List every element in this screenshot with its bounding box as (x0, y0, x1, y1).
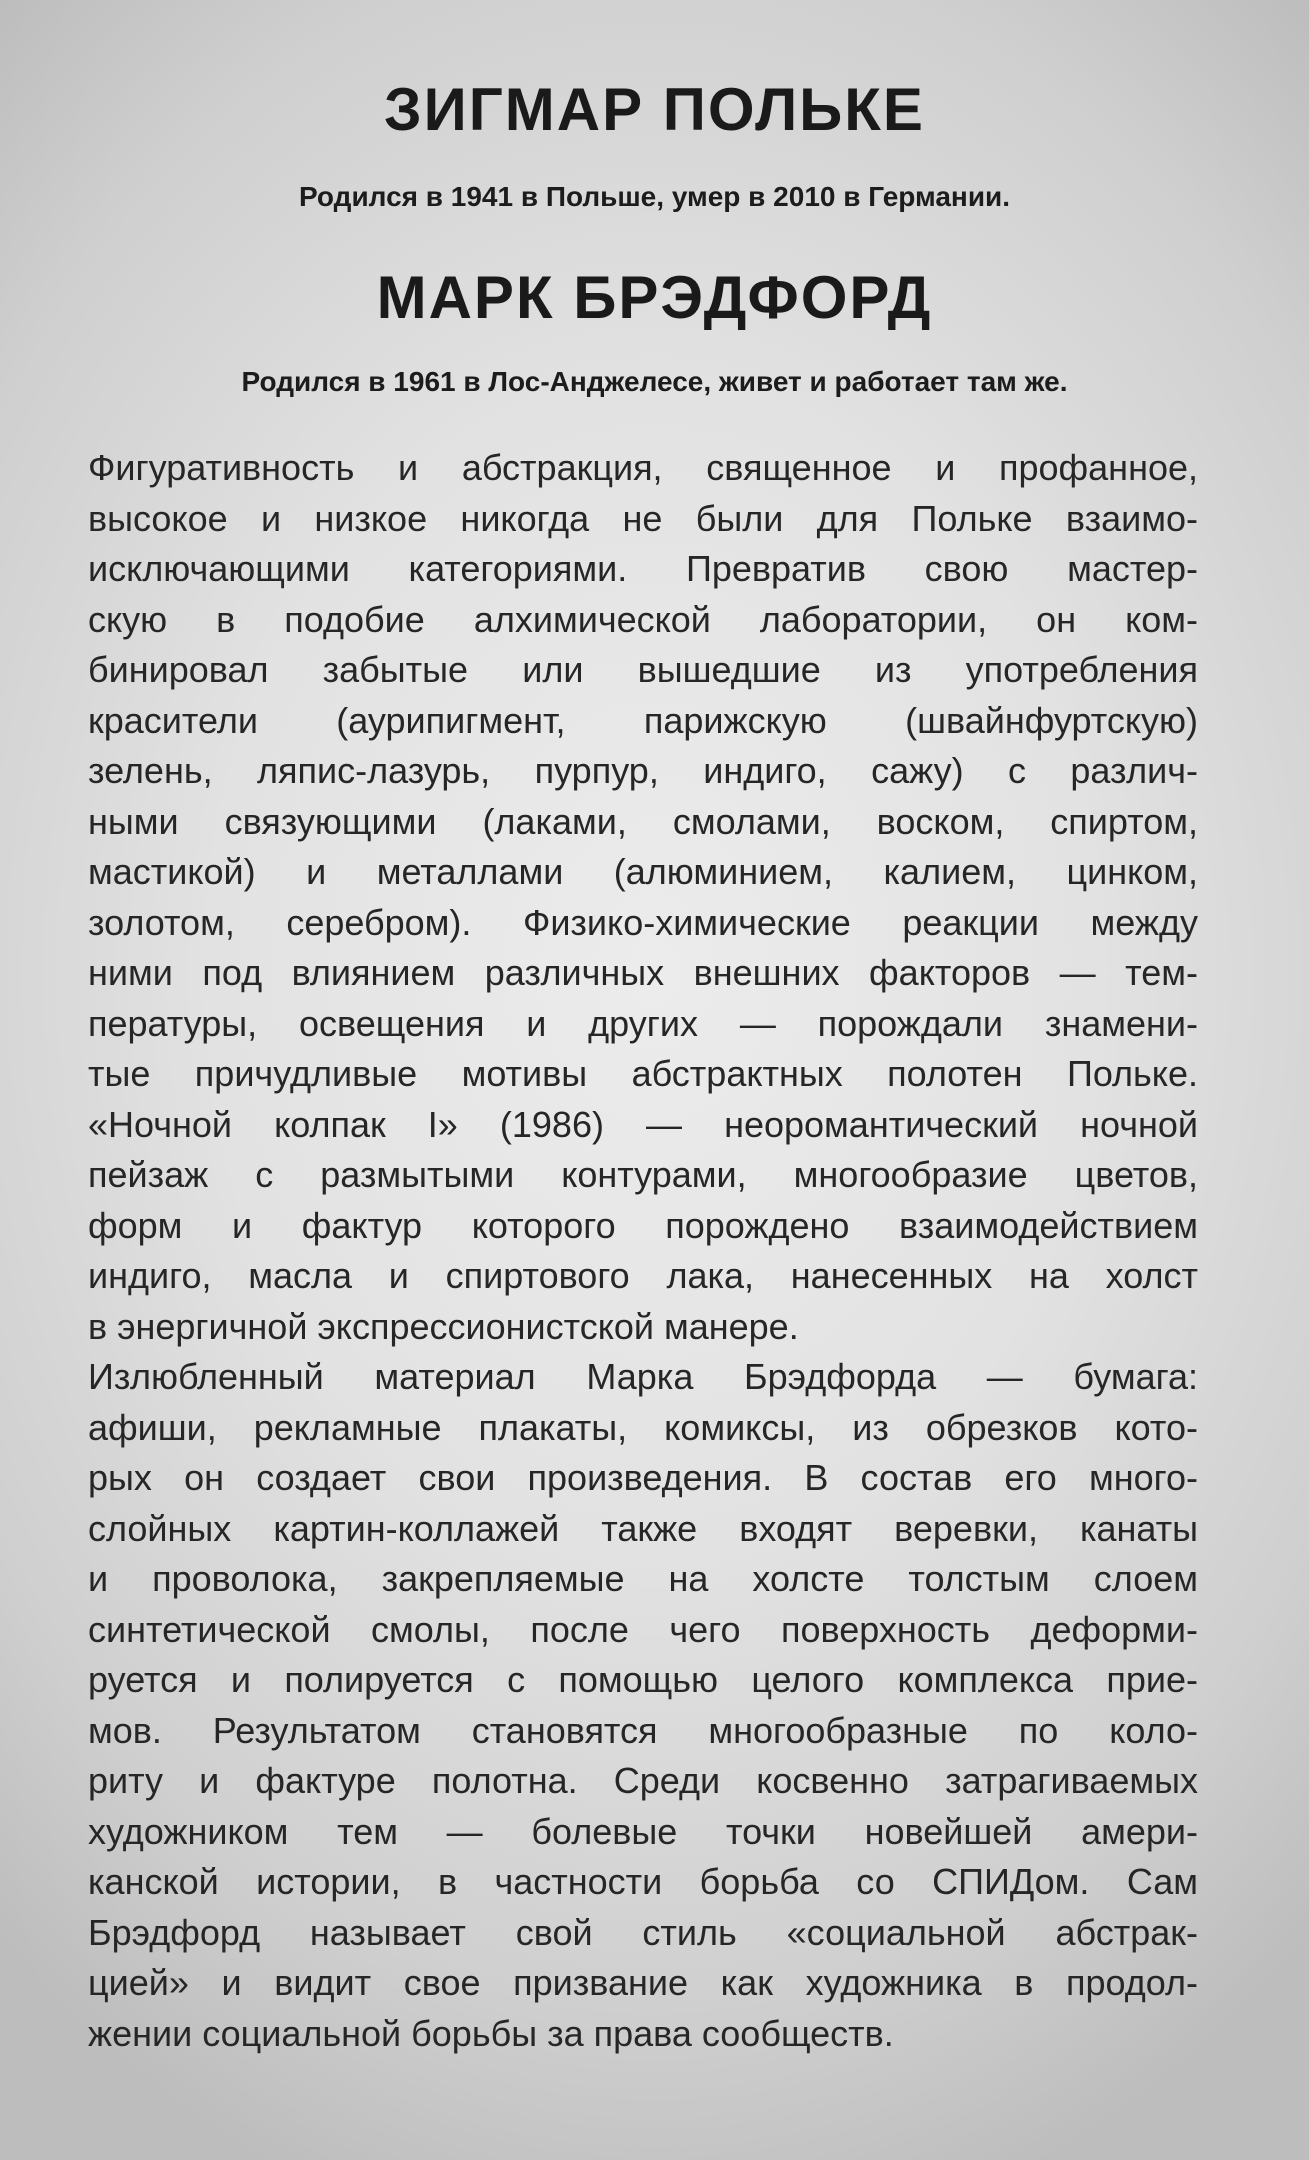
text-line: Излюбленный материал Марка Брэдфорда — бумага: (88, 1356, 1198, 1397)
text-line: мов. Результатом становятся многообразные по коло- (88, 1709, 1198, 1751)
text-line: Фигуративность и абстракция, священное и профанное, (88, 447, 1198, 488)
text-line: жении социальной борьбы за права сообществ. (88, 2012, 894, 2054)
text-line: афиши, рекламные плакаты, комиксы, из обрезков кото- (88, 1406, 1198, 1448)
text-line: цией» и видит свое призвание как художника в продол- (88, 1962, 1198, 2003)
text-line: рых он создает свои произведения. В состав его много- (88, 1457, 1198, 1498)
text-line: художником тем — болевые точки новейшей амери- (88, 1810, 1198, 1852)
artist-name-bradford: МАРК БРЭДФОРД (376, 264, 933, 331)
text-line: Брэдфорд называет свой стиль «социальной абстрак- (88, 1911, 1198, 1953)
text-line: «Ночной колпак I» (1986) — неоромантический ночной (88, 1103, 1198, 1145)
text-line: пературы, освещения и других — порождали знамени- (88, 1002, 1198, 1044)
text-line: риту и фактуре полотна. Среди косвенно затрагиваемых (88, 1760, 1198, 1801)
text-line: в энергичной экспрессионистской манере. (88, 1305, 799, 1347)
text-line: индиго, масла и спиртового лака, нанесенных на холст (88, 1255, 1198, 1296)
text-line: ними под влиянием различных внешних факторов — тем- (88, 952, 1198, 993)
text-line: скую в подобие алхимической лаборатории, он ком- (88, 598, 1198, 640)
text-line: ными связующими (лаками, смолами, воском, спиртом, (88, 800, 1198, 842)
text-line: слойных картин-коллажей также входят веревки, канаты (88, 1507, 1198, 1549)
artist-name-polke: ЗИГМАР ПОЛЬКЕ (384, 76, 925, 143)
artist-bio-polke: Родился в 1941 в Польше, умер в 2010 в Германии. (298, 181, 1011, 212)
text-line: тые причудливые мотивы абстрактных полотен Польке. (88, 1053, 1198, 1094)
text-line: синтетической смолы, после чего поверхность деформи- (88, 1608, 1198, 1650)
text-line: красители (аурипигмент, парижскую (швайнфуртскую) (88, 699, 1198, 741)
text-line: и проволока, закрепляемые на холсте толстым слоем (88, 1558, 1198, 1599)
text-line: мастикой) и металлами (алюминием, калием, цинком, (88, 851, 1198, 892)
text-line: бинировал забытые или вышедшие из употребления (88, 649, 1198, 690)
text-line: зелень, ляпис-лазурь, пурпур, индиго, сажу) с различ- (88, 750, 1198, 791)
text-line: руется и полируется с помощью целого комплекса прие- (88, 1659, 1198, 1700)
text-line: высокое и низкое никогда не были для Польке взаимо- (88, 497, 1198, 539)
text-line: пейзаж с размытыми контурами, многообразие цветов, (88, 1154, 1198, 1195)
text-line: форм и фактур которого порождено взаимодействием (88, 1204, 1198, 1246)
body-text (88, 443, 1198, 2059)
artist-bio-bradford: Родился в 1961 в Лос-Анджелесе, живет и работает там же. (241, 366, 1068, 397)
text-line: канской истории, в частности борьба со СПИДом. Сам (88, 1861, 1198, 1902)
text-line: исключающими категориями. Превратив свою мастер- (88, 548, 1198, 589)
text-line: золотом, серебром). Физико-химические реакции между (88, 901, 1198, 943)
